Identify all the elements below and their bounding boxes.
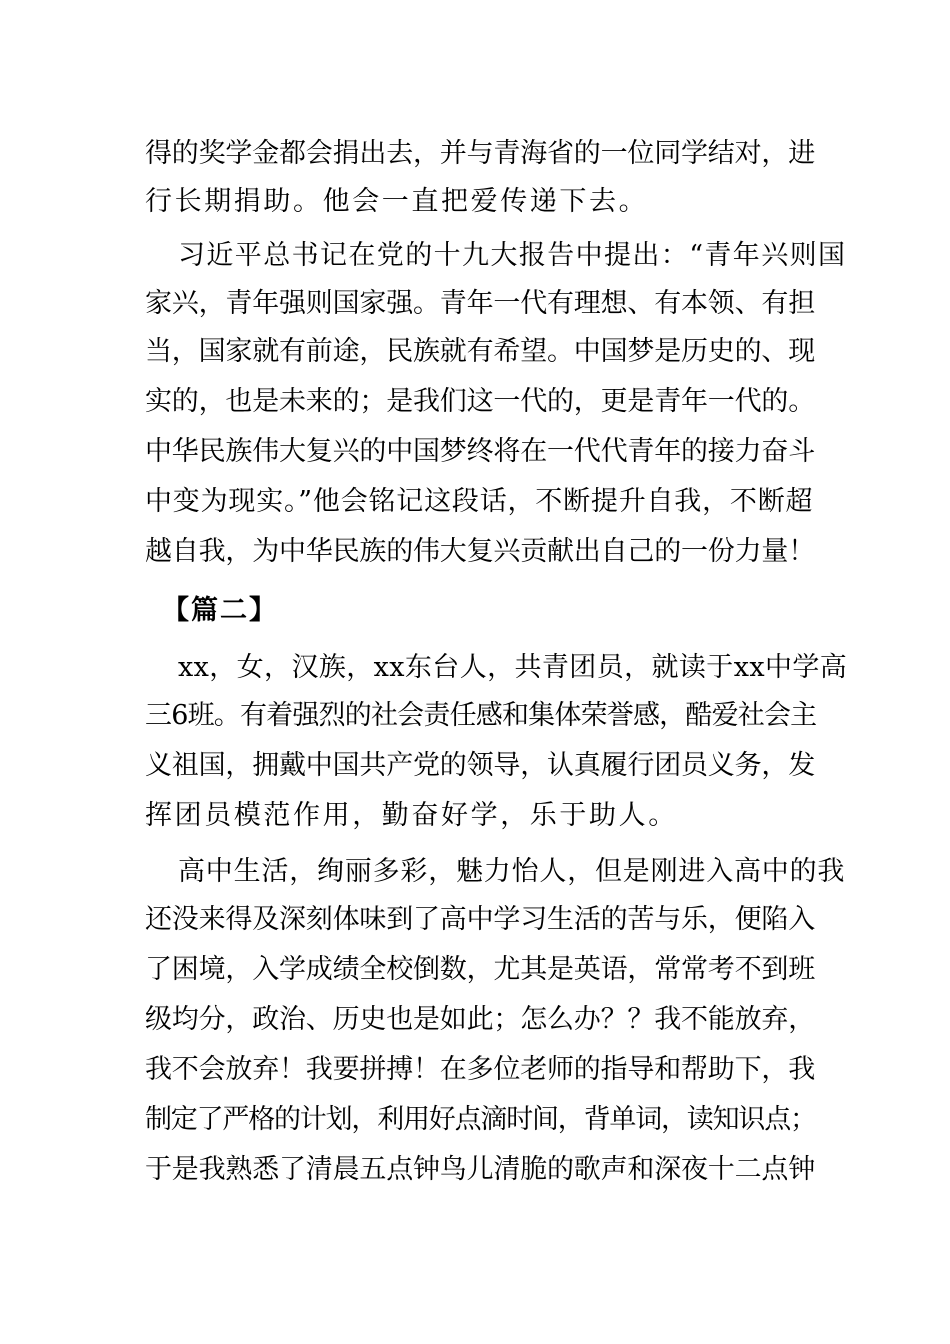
paragraph-line: 义祖国，拥戴中国共产党的领导，认真履行团员义务，发 [145, 750, 815, 781]
paragraph-line: 制定了严格的计划，利用好点滴时间，背单词，读知识点； [145, 1104, 816, 1135]
paragraph-line: 还没来得及深刻体味到了高中学习生活的苦与乐，便陷入 [145, 904, 815, 935]
paragraph-line: 实的，也是未来的；是我们这一代的，更是青年一代的。 [145, 386, 815, 417]
paragraph-line: 行长期捐助。他会一直把爱传递下去。 [145, 186, 649, 217]
paragraph-line: 得的奖学金都会捐出去，并与青海省的一位同学结对，进 [145, 138, 815, 169]
paragraph-line: 家兴，青年强则国家强。青年一代有理想、有本领、有担 [145, 288, 815, 319]
paragraph-line: xx，女，汉族，xx东台人，共青团员，就读于xx中学高 [178, 652, 848, 683]
paragraph-line: 习近平总书记在党的十九大报告中提出：“青年兴则国 [178, 240, 847, 271]
paragraph-line: 中变为现实。”他会铭记这段话，不断提升自我，不断超 [145, 486, 814, 517]
paragraph-line: 中华民族伟大复兴的中国梦终将在一代代青年的接力奋斗 [145, 436, 815, 467]
paragraph-line: 级均分，政治、历史也是如此；怎么办？？我不能放弃， [145, 1004, 815, 1035]
section-heading: 【篇二】 [162, 595, 278, 626]
paragraph-line: 我不会放弃！我要拼搏！在多位老师的指导和帮助下，我 [145, 1054, 815, 1085]
paragraph-line: 挥团员模范作用，勤奋好学，乐于助人。 [145, 800, 678, 831]
paragraph-line: 高中生活，绚丽多彩，魅力怡人，但是刚进入高中的我 [178, 856, 846, 887]
paragraph-line: 当，国家就有前途，民族就有希望。中国梦是历史的、现 [145, 336, 815, 367]
paragraph-line: 三6班。有着强烈的社会责任感和集体荣誉感，酷爱社会主 [145, 700, 817, 731]
paragraph-line: 了困境，入学成绩全校倒数，尤其是英语，常常考不到班 [145, 954, 815, 985]
paragraph-line: 于是我熟悉了清晨五点钟鸟儿清脆的歌声和深夜十二点钟 [145, 1154, 815, 1185]
paragraph-line: 越自我，为中华民族的伟大复兴贡献出自己的一份力量！ [145, 536, 815, 567]
